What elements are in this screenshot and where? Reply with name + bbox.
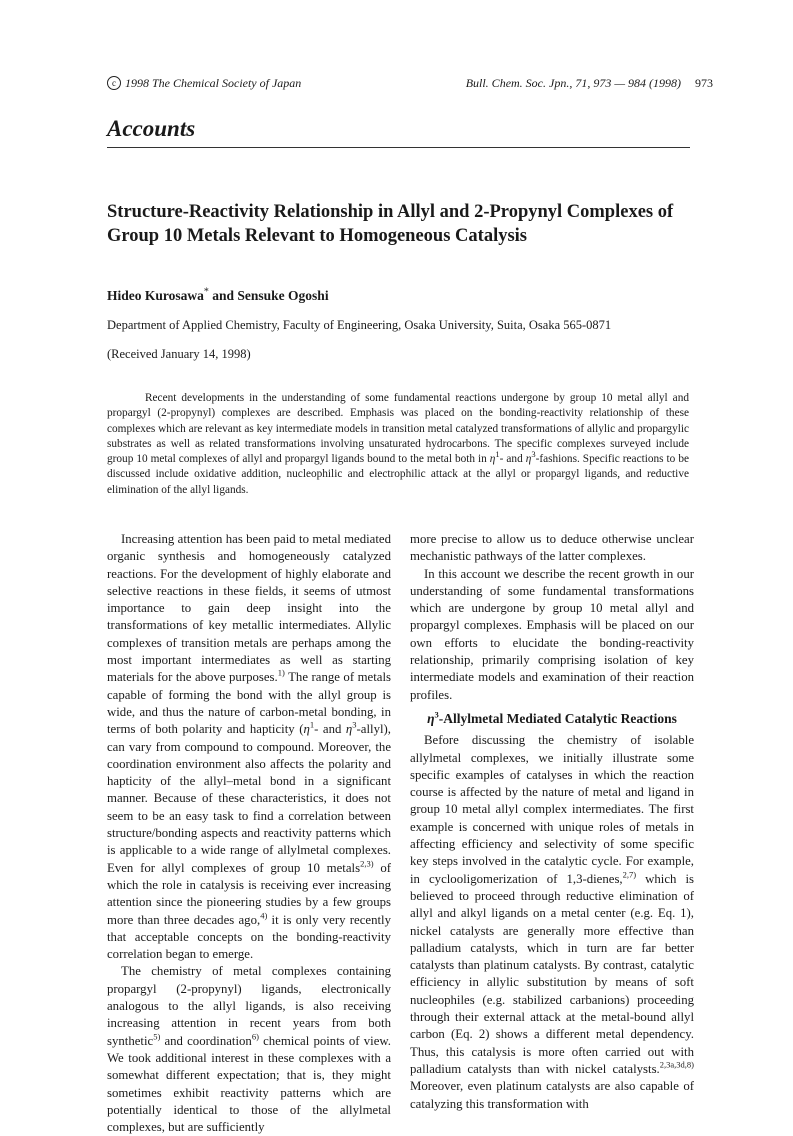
reference-mark: 4) xyxy=(260,910,268,921)
section-label: Accounts xyxy=(107,116,196,141)
corresponding-mark: * xyxy=(203,286,209,298)
second-author: and Sensuke Ogoshi xyxy=(208,288,329,303)
superscript: 3 xyxy=(531,449,536,460)
body-text: it is only very recently that acceptable concepts on the bonding-reactivity correlation began to emerge. xyxy=(107,912,392,962)
eta-symbol: η xyxy=(525,453,532,466)
body-text: Increasing attention has been paid to metal mediated organic synthesis and homogeneously catalyzed reactions. For the development of highly elaborate and selective reactions in these fields, it seems of utmost importance to gain deep insight into the transformations of key metallic intermediates. Allylic complexes of transition metals are perhaps among the most important intermediates as well as starting materials for the above purposes. xyxy=(107,532,391,685)
paragraph: more precise to allow us to deduce otherwise unclear mechanistic pathways of the latter complexes. xyxy=(410,532,694,564)
page-number: 973 xyxy=(695,76,713,90)
eta-symbol: η xyxy=(345,722,353,737)
reference-mark: 2,7) xyxy=(622,869,637,880)
body-text: chemical points of view. We took additional interest in these complexes with a somewhat different expectation; that is, they might sometimes exhibit reactivity patterns which are potentially identical to those of the allylmetal complexes, but are sufficiently xyxy=(107,1033,391,1135)
left-column xyxy=(107,531,391,1136)
copyright-text: 1998 The Chemical Society of Japan xyxy=(125,76,302,90)
superscript: 3 xyxy=(352,720,357,730)
body-text: Moreover, even platinum catalysts are also capable of catalyzing this transformation with xyxy=(410,1079,694,1111)
affiliation: Department of Applied Chemistry, Faculty of Engineering, Osaka University, Suita, Osaka 565-0871 xyxy=(107,318,612,332)
running-head-right xyxy=(466,76,713,91)
abstract-text: - and xyxy=(499,453,526,466)
section-heading xyxy=(410,710,694,727)
heading-text: -Allylmetal Mediated Catalytic Reactions xyxy=(438,710,677,726)
reference-mark: 2,3a,3d,8) xyxy=(659,1059,694,1070)
superscript: 1 xyxy=(495,449,500,460)
body-text: The chemistry of metal complexes containing propargyl (2-propynyl) ligands, electronically analogous to the allyl ligands, is also receiving increasing attention in recent years from both synthetic xyxy=(107,964,391,1048)
abstract xyxy=(107,391,689,498)
reference-mark: 1) xyxy=(277,668,285,679)
reference-mark: 6) xyxy=(251,1031,259,1042)
superscript: 1 xyxy=(309,720,315,730)
body-text: -allyl), can vary from compound to compound. Moreover, the coordination environment also affects the polarity and hapticity of the allyl–metal bond in a significant manner. Because of these characteristics, it does not seem to be an easy task to find a correlation between structure/bonding aspects and reactivity patterns which is applicable to a wide range of allylmetal complexes. Even for allyl complexes of group 10 metals xyxy=(107,722,391,875)
received-date: (Received January 14, 1998) xyxy=(107,347,251,361)
body-text: of which the role in catalysis is receiving ever increasing attention since the pioneering studies by a few groups more than three decades ago, xyxy=(107,860,391,927)
abstract-text: Recent developments in the understanding of some fundamental reactions undergone by group 10 metal allyl and propargyl (2-propynyl) complexes are described. Emphasis was placed on the bonding-reactivity relationship of these complexes which are relevant as key intermediate models in transition metal catalyzed transformations of allylic and propargylic substrates as well as related transformations involving unsaturated hydrocarbons. The specific complexes surveyed include group 10 metal complexes of allyl and propargyl ligands bound to the metal both in xyxy=(107,392,690,466)
paragraph xyxy=(107,963,391,1136)
paragraph: In this account we describe the recent growth in our understanding of some fundamental transformations which are undergone by group 10 metal allyl and propargyl complexes. Emphasis will be placed on our own efforts to elucidate the bonding-reactivity relationship, primarily comprising isolation of key intermediate models and examination of their reaction profiles. xyxy=(410,566,694,702)
eta-symbol: η xyxy=(303,722,310,737)
body-text: which is believed to proceed through reductive elimination of allyl and alkyl ligands on a metal center (e.g. Eq. 1), nickel catalysts are generally more effective than palladium catalysts, which in turn are far better catalysts than platinum catalysts. By contrast, catalytic efficiency in allylic substitution by means of soft nucleophiles (e.g. stabilized carbanions) proceeding through their external attack at the metal-bound allyl carbon (Eq. 2) shows a different metal dependency. Thus, this catalysis is more often carried out with palladium catalysts than with nickel catalysts. xyxy=(410,871,694,1076)
body-text: and coordination xyxy=(160,1033,252,1048)
right-column xyxy=(410,531,694,1113)
paragraph xyxy=(410,732,694,1113)
eta-symbol: η xyxy=(489,453,496,466)
copyright-icon: c xyxy=(107,76,121,90)
superscript: 3 xyxy=(434,709,439,720)
eta-symbol: η xyxy=(427,710,435,726)
running-head xyxy=(107,76,713,92)
body-text: Before discussing the chemistry of isolable allylmetal complexes, we initially illustrate some specific examples of catalyses in which the reaction course is affected by the nature of metal and ligand in group 10 metal allyl complex intermediates. The first example is concerned with unique roles of metals in affecting efficiency and selectivity of some specific key steps involved in the catalytic cycle. For example, in cyclooligomerization of 1,3-dienes, xyxy=(410,733,694,886)
body-text: The range of metals capable of forming the bond with the allyl group is wide, and thus the nature of carbon-metal bonding, in terms of both polarity and hapticity ( xyxy=(107,670,391,737)
body-text: - and xyxy=(314,722,346,737)
article-title: Structure-Reactivity Relationship in Allyl and 2-Propynyl Complexes of Group 10 Metals Relevant to Homogeneous Catalysis xyxy=(107,202,674,246)
journal-citation: Bull. Chem. Soc. Jpn., 71, 973 — 984 (1998) xyxy=(465,76,681,90)
paragraph xyxy=(107,531,391,963)
first-author: Hideo Kurosawa xyxy=(107,288,204,303)
reference-mark: 5) xyxy=(153,1031,161,1042)
author-line xyxy=(107,288,329,304)
running-head-left xyxy=(107,76,301,91)
section-rule-divider xyxy=(107,147,690,148)
reference-mark: 2,3) xyxy=(360,858,374,869)
abstract-text: -fashions. Specific reactions to be discussed include oxidative addition, nucleophilic and electrophilic attack at the allyl or propargyl ligands, and reductive elimination of the allyl ligands. xyxy=(107,453,689,496)
